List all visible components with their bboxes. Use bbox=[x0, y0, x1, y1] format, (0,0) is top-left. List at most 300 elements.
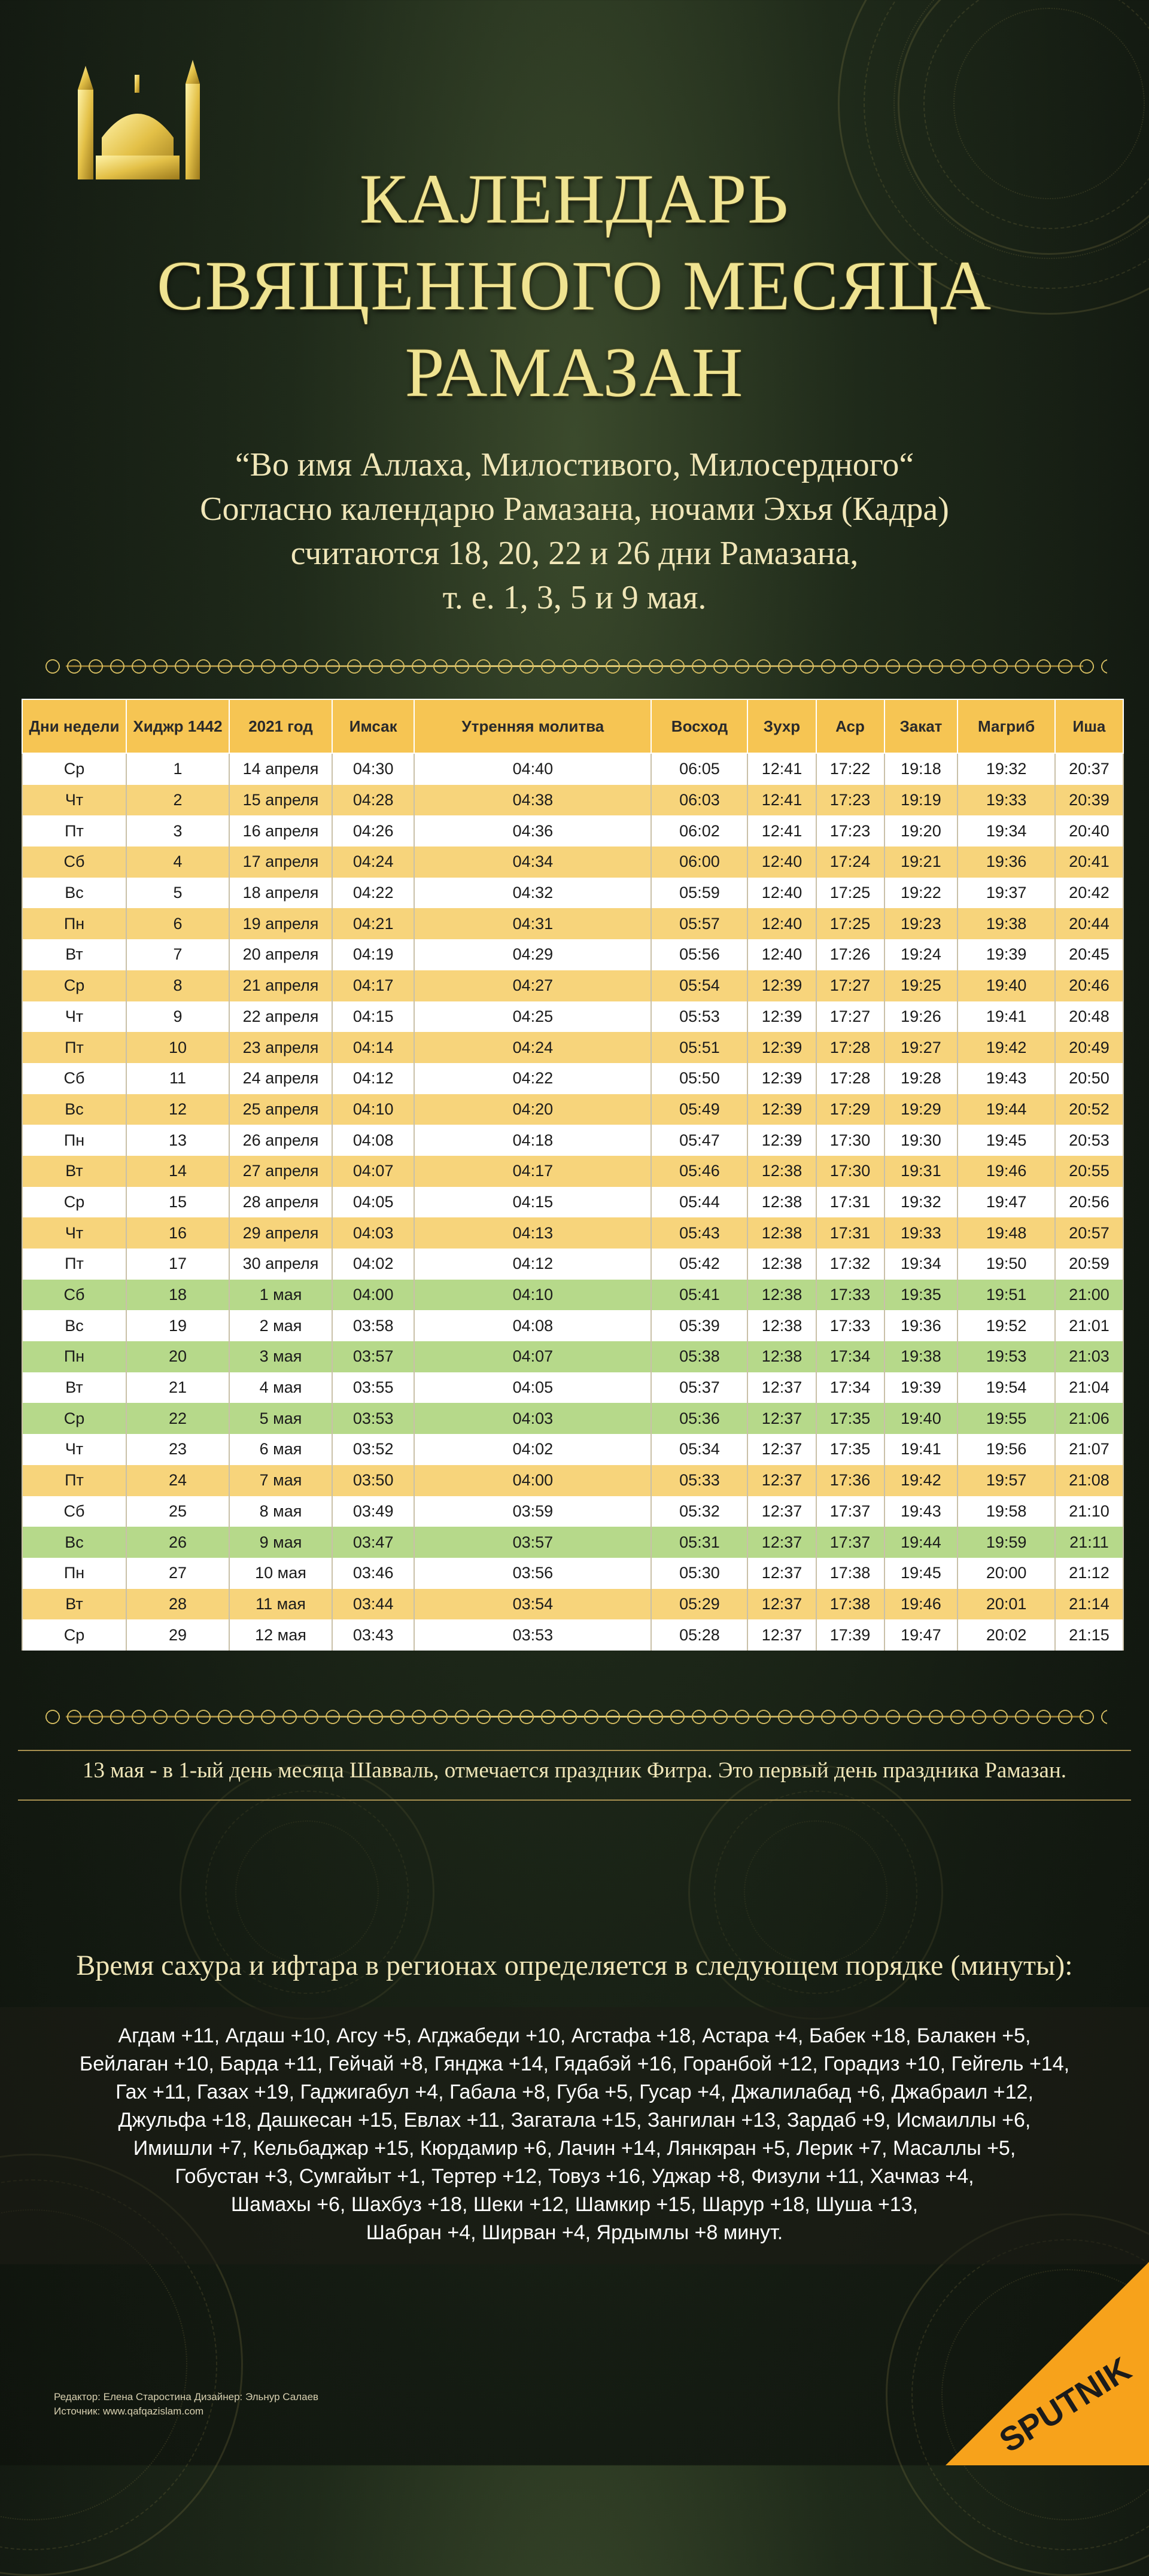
table-cell: 24 bbox=[126, 1465, 229, 1496]
table-cell: 20:44 bbox=[1055, 908, 1123, 939]
table-row bbox=[22, 785, 1123, 816]
table-cell: Вс bbox=[22, 878, 126, 909]
table-cell: 20:02 bbox=[957, 1619, 1055, 1651]
table-cell: Ср bbox=[22, 970, 126, 1001]
table-cell: Чт bbox=[22, 785, 126, 816]
intro-line: считаются 18, 20, 22 и 26 дни Рамазана, bbox=[290, 535, 859, 572]
table-row bbox=[22, 1217, 1123, 1249]
table-cell: 19:51 bbox=[957, 1280, 1055, 1311]
table-cell: 6 bbox=[126, 908, 229, 939]
table-cell: 05:50 bbox=[651, 1063, 747, 1094]
table-cell: Вт bbox=[22, 1156, 126, 1187]
table-cell: 19:52 bbox=[957, 1310, 1055, 1341]
table-cell: 19:41 bbox=[957, 1001, 1055, 1033]
table-cell: 19:41 bbox=[884, 1434, 958, 1465]
table-cell: 03:44 bbox=[332, 1589, 414, 1620]
table-cell: 21:04 bbox=[1055, 1372, 1123, 1403]
table-cell: 03:50 bbox=[332, 1465, 414, 1496]
table-row bbox=[22, 847, 1123, 878]
table-cell: 17:22 bbox=[816, 753, 884, 785]
table-cell: 20:39 bbox=[1055, 785, 1123, 816]
table-cell: 17:28 bbox=[816, 1032, 884, 1063]
table-cell: 16 апреля bbox=[229, 815, 332, 847]
table-cell: 17:27 bbox=[816, 1001, 884, 1033]
table-cell: 19:50 bbox=[957, 1249, 1055, 1280]
table-cell: 20:56 bbox=[1055, 1187, 1123, 1218]
table-cell: 17:39 bbox=[816, 1619, 884, 1651]
table-cell: 19:39 bbox=[884, 1372, 958, 1403]
table-cell: 17:36 bbox=[816, 1465, 884, 1496]
table-cell: 20:00 bbox=[957, 1558, 1055, 1589]
table-cell: 05:49 bbox=[651, 1094, 747, 1125]
table-cell: 26 апреля bbox=[229, 1125, 332, 1156]
table-cell: 04:22 bbox=[332, 878, 414, 909]
table-cell: 12:41 bbox=[747, 785, 816, 816]
table-cell: Вт bbox=[22, 939, 126, 970]
table-cell: 12:38 bbox=[747, 1341, 816, 1372]
table-cell: 23 апреля bbox=[229, 1032, 332, 1063]
table-cell: Ср bbox=[22, 1403, 126, 1434]
table-cell: 19:38 bbox=[884, 1341, 958, 1372]
table-cell: 26 bbox=[126, 1527, 229, 1558]
table-cell: 04:20 bbox=[414, 1094, 651, 1125]
table-row bbox=[22, 753, 1123, 785]
table-cell: 04:30 bbox=[332, 753, 414, 785]
regions-line: Имишли +7, Кельбаджар +15, Кюрдамир +6, Лачин +14, Лянкяран +5, Лерик +7, Масаллы +5, bbox=[133, 2137, 1016, 2160]
table-cell: 12:41 bbox=[747, 815, 816, 847]
regions-line: Агдам +11, Агдаш +10, Агсу +5, Агджабеди +10, Агстафа +18, Астара +4, Бабек +18, Балакен +5, bbox=[118, 2024, 1031, 2047]
table-cell: 05:46 bbox=[651, 1156, 747, 1187]
table-cell: 04:12 bbox=[332, 1063, 414, 1094]
table-cell: 19:27 bbox=[884, 1032, 958, 1063]
table-cell: 28 апреля bbox=[229, 1187, 332, 1218]
table-cell: 04:15 bbox=[414, 1187, 651, 1218]
table-cell: 12:41 bbox=[747, 753, 816, 785]
table-cell: Вт bbox=[22, 1372, 126, 1403]
table-cell: 06:05 bbox=[651, 753, 747, 785]
table-cell: Пт bbox=[22, 1249, 126, 1280]
regions-line: Джульфа +18, Дашкесан +15, Евлах +11, Загатала +15, Зангилан +13, Зардаб +9, Исмаиллы +6, bbox=[118, 2109, 1031, 2132]
table-cell: 19:22 bbox=[884, 878, 958, 909]
table-cell: 05:33 bbox=[651, 1465, 747, 1496]
table-cell: 06:03 bbox=[651, 785, 747, 816]
table-cell: 19:19 bbox=[884, 785, 958, 816]
table-cell: 19:54 bbox=[957, 1372, 1055, 1403]
table-cell: 21:03 bbox=[1055, 1341, 1123, 1372]
table-row bbox=[22, 1558, 1123, 1589]
table-cell: 19:32 bbox=[957, 753, 1055, 785]
table-cell: 19:26 bbox=[884, 1001, 958, 1033]
table-cell: Пт bbox=[22, 1032, 126, 1063]
table-row bbox=[22, 1156, 1123, 1187]
table-cell: 03:46 bbox=[332, 1558, 414, 1589]
table-cell: 05:53 bbox=[651, 1001, 747, 1033]
table-cell: Вт bbox=[22, 1589, 126, 1620]
table-cell: 19:40 bbox=[884, 1403, 958, 1434]
table-cell: 03:54 bbox=[414, 1589, 651, 1620]
table-cell: 04:13 bbox=[414, 1217, 651, 1249]
table-cell: 17:27 bbox=[816, 970, 884, 1001]
table-cell: 12 bbox=[126, 1094, 229, 1125]
table-cell: 17:28 bbox=[816, 1063, 884, 1094]
table-cell: 12:40 bbox=[747, 908, 816, 939]
table-cell: 19:34 bbox=[957, 815, 1055, 847]
col-header: Дни недели bbox=[22, 699, 126, 753]
table-row bbox=[22, 1341, 1123, 1372]
table-cell: 12:37 bbox=[747, 1434, 816, 1465]
table-cell: 03:57 bbox=[414, 1527, 651, 1558]
table-cell: 22 bbox=[126, 1403, 229, 1434]
table-row bbox=[22, 1434, 1123, 1465]
table-cell: 19:30 bbox=[884, 1125, 958, 1156]
table-cell: 21:07 bbox=[1055, 1434, 1123, 1465]
table-cell: 03:53 bbox=[414, 1619, 651, 1651]
table-cell: 04:17 bbox=[414, 1156, 651, 1187]
table-cell: 20 апреля bbox=[229, 939, 332, 970]
table-cell: 2 мая bbox=[229, 1310, 332, 1341]
table-row bbox=[22, 1187, 1123, 1218]
table-cell: Пн bbox=[22, 1125, 126, 1156]
table-row bbox=[22, 908, 1123, 939]
table-cell: Ср bbox=[22, 1619, 126, 1651]
table-cell: 12:39 bbox=[747, 1063, 816, 1094]
table-cell: 21:00 bbox=[1055, 1280, 1123, 1311]
page-title-line3: РАМАЗАН bbox=[405, 333, 744, 412]
intro-line: Согласно календарю Рамазана, ночами Эхья (Кадра) bbox=[200, 491, 949, 528]
table-cell: 1 bbox=[126, 753, 229, 785]
table-cell: 03:49 bbox=[332, 1496, 414, 1527]
table-cell: 04:40 bbox=[414, 753, 651, 785]
sputnik-logo-icon[interactable] bbox=[946, 2262, 1149, 2465]
table-cell: 04:22 bbox=[414, 1063, 651, 1094]
table-cell: 19:43 bbox=[957, 1063, 1055, 1094]
table-cell: 19:34 bbox=[884, 1249, 958, 1280]
table-cell: 04:03 bbox=[414, 1403, 651, 1434]
table-cell: 19:31 bbox=[884, 1156, 958, 1187]
col-header: Магриб bbox=[957, 699, 1055, 753]
table-cell: 04:32 bbox=[414, 878, 651, 909]
table-cell: 5 bbox=[126, 878, 229, 909]
col-header: Утренняя молитва bbox=[414, 699, 651, 753]
table-cell: 10 мая bbox=[229, 1558, 332, 1589]
page-title-line1: КАЛЕНДАРЬ bbox=[359, 160, 790, 238]
table-cell: 05:29 bbox=[651, 1589, 747, 1620]
regions-line: Бейлаган +10, Барда +11, Гейчай +8, Гянджа +14, Гядабэй +16, Горанбой +12, Горадиз +10, Гейгель +14, bbox=[79, 2053, 1070, 2075]
table-cell: 19:46 bbox=[884, 1589, 958, 1620]
table-cell: 15 bbox=[126, 1187, 229, 1218]
table-cell: 13 bbox=[126, 1125, 229, 1156]
table-cell: 3 bbox=[126, 815, 229, 847]
table-cell: 04:02 bbox=[332, 1249, 414, 1280]
table-cell: 04:31 bbox=[414, 908, 651, 939]
table-cell: 19:40 bbox=[957, 970, 1055, 1001]
sputnik-logo-text: SPUTNIK bbox=[992, 2349, 1138, 2460]
table-cell: 19:35 bbox=[884, 1280, 958, 1311]
col-header: 2021 год bbox=[229, 699, 332, 753]
table-cell: 05:28 bbox=[651, 1619, 747, 1651]
table-cell: 20:01 bbox=[957, 1589, 1055, 1620]
table-cell: Вс bbox=[22, 1094, 126, 1125]
table-cell: 12:38 bbox=[747, 1310, 816, 1341]
table-cell: 04:27 bbox=[414, 970, 651, 1001]
table-cell: 20:52 bbox=[1055, 1094, 1123, 1125]
table-cell: 12:37 bbox=[747, 1403, 816, 1434]
table-cell: 05:36 bbox=[651, 1403, 747, 1434]
table-cell: 9 bbox=[126, 1001, 229, 1033]
table-cell: 12:38 bbox=[747, 1280, 816, 1311]
table-cell: 03:57 bbox=[332, 1341, 414, 1372]
table-cell: 19:36 bbox=[957, 847, 1055, 878]
table-cell: 17:33 bbox=[816, 1280, 884, 1311]
table-cell: 04:28 bbox=[332, 785, 414, 816]
table-cell: 16 bbox=[126, 1217, 229, 1249]
table-cell: 04:08 bbox=[414, 1310, 651, 1341]
table-cell: 20:59 bbox=[1055, 1249, 1123, 1280]
col-header: Восход bbox=[651, 699, 747, 753]
table-cell: 17:23 bbox=[816, 815, 884, 847]
table-cell: 19:44 bbox=[884, 1527, 958, 1558]
table-cell: 20:37 bbox=[1055, 753, 1123, 785]
table-cell: 04:05 bbox=[332, 1187, 414, 1218]
table-cell: 29 bbox=[126, 1619, 229, 1651]
table-cell: 19:33 bbox=[884, 1217, 958, 1249]
table-cell: 8 мая bbox=[229, 1496, 332, 1527]
table-cell: Вс bbox=[22, 1310, 126, 1341]
table-cell: 19:20 bbox=[884, 815, 958, 847]
table-cell: 1 мая bbox=[229, 1280, 332, 1311]
table-cell: 19:53 bbox=[957, 1341, 1055, 1372]
table-cell: 27 апреля bbox=[229, 1156, 332, 1187]
table-cell: 25 апреля bbox=[229, 1094, 332, 1125]
table-row bbox=[22, 1032, 1123, 1063]
table-cell: 03:55 bbox=[332, 1372, 414, 1403]
table-cell: 04:17 bbox=[332, 970, 414, 1001]
table-cell: Пт bbox=[22, 815, 126, 847]
table-cell: 04:08 bbox=[332, 1125, 414, 1156]
table-cell: 03:58 bbox=[332, 1310, 414, 1341]
table-cell: Пн bbox=[22, 1341, 126, 1372]
intro-line: “Во имя Аллаха, Милостивого, Милосердного“ bbox=[235, 446, 914, 483]
table-cell: 04:10 bbox=[332, 1094, 414, 1125]
table-cell: 06:02 bbox=[651, 815, 747, 847]
table-cell: 5 мая bbox=[229, 1403, 332, 1434]
table-cell: 03:52 bbox=[332, 1434, 414, 1465]
table-cell: 28 bbox=[126, 1589, 229, 1620]
table-cell: 12:38 bbox=[747, 1217, 816, 1249]
table-row bbox=[22, 815, 1123, 847]
table-cell: Сб bbox=[22, 1280, 126, 1311]
table-cell: 04:12 bbox=[414, 1249, 651, 1280]
table-row bbox=[22, 1619, 1123, 1651]
table-cell: Чт bbox=[22, 1001, 126, 1033]
table-cell: 21:08 bbox=[1055, 1465, 1123, 1496]
table-cell: 20:40 bbox=[1055, 815, 1123, 847]
table-cell: 20:57 bbox=[1055, 1217, 1123, 1249]
table-cell: 17:38 bbox=[816, 1558, 884, 1589]
table-row bbox=[22, 1094, 1123, 1125]
table-cell: 04:24 bbox=[332, 847, 414, 878]
table-cell: 20:55 bbox=[1055, 1156, 1123, 1187]
divider bbox=[18, 1799, 1131, 1801]
regions-line: Гах +11, Газах +19, Гаджигабул +4, Габала +8, Губа +5, Гусар +4, Джалилабад +6, Джабраил +12, bbox=[115, 2081, 1034, 2103]
table-cell: Пн bbox=[22, 908, 126, 939]
top-ornament-border bbox=[18, 652, 1131, 681]
table-cell: 12:37 bbox=[747, 1527, 816, 1558]
table-cell: 19:24 bbox=[884, 939, 958, 970]
table-cell: 04:05 bbox=[414, 1372, 651, 1403]
table-cell: 4 мая bbox=[229, 1372, 332, 1403]
table-cell: 29 апреля bbox=[229, 1217, 332, 1249]
table-cell: 22 апреля bbox=[229, 1001, 332, 1033]
table-cell: 05:31 bbox=[651, 1527, 747, 1558]
table-cell: 05:44 bbox=[651, 1187, 747, 1218]
table-cell: 7 мая bbox=[229, 1465, 332, 1496]
table-cell: 12:37 bbox=[747, 1496, 816, 1527]
col-header: Иша bbox=[1055, 699, 1123, 753]
table-cell: 21:06 bbox=[1055, 1403, 1123, 1434]
table-cell: 04:00 bbox=[414, 1465, 651, 1496]
table-cell: Ср bbox=[22, 1187, 126, 1218]
divider bbox=[18, 1750, 1131, 1751]
table-cell: 20:50 bbox=[1055, 1063, 1123, 1094]
table-cell: 12:38 bbox=[747, 1249, 816, 1280]
table-cell: 12:39 bbox=[747, 1094, 816, 1125]
table-cell: 04:07 bbox=[414, 1341, 651, 1372]
table-cell: 6 мая bbox=[229, 1434, 332, 1465]
table-cell: 19:47 bbox=[884, 1619, 958, 1651]
table-cell: 21:12 bbox=[1055, 1558, 1123, 1589]
table-row bbox=[22, 1496, 1123, 1527]
table-cell: 21 апреля bbox=[229, 970, 332, 1001]
table-cell: 19:45 bbox=[957, 1125, 1055, 1156]
table-cell: 10 bbox=[126, 1032, 229, 1063]
table-row bbox=[22, 878, 1123, 909]
table-cell: 04:00 bbox=[332, 1280, 414, 1311]
table-cell: 24 апреля bbox=[229, 1063, 332, 1094]
table-cell: 25 bbox=[126, 1496, 229, 1527]
table-cell: 12:39 bbox=[747, 970, 816, 1001]
table-cell: 17:29 bbox=[816, 1094, 884, 1125]
table-cell: 19:44 bbox=[957, 1094, 1055, 1125]
table-cell: 17:23 bbox=[816, 785, 884, 816]
table-cell: 20:53 bbox=[1055, 1125, 1123, 1156]
table-cell: 03:47 bbox=[332, 1527, 414, 1558]
table-cell: 17:38 bbox=[816, 1589, 884, 1620]
table-cell: 14 апреля bbox=[229, 753, 332, 785]
table-cell: 04:14 bbox=[332, 1032, 414, 1063]
table-cell: 04:15 bbox=[332, 1001, 414, 1033]
regions-line: Гобустан +3, Сумгайыт +1, Тертер +12, Товуз +16, Уджар +8, Физули +11, Хачмаз +4, bbox=[175, 2165, 974, 2188]
table-cell: 21:01 bbox=[1055, 1310, 1123, 1341]
table-cell: 04:19 bbox=[332, 939, 414, 970]
bottom-ornament-border bbox=[18, 1703, 1131, 1731]
table-cell: 19:29 bbox=[884, 1094, 958, 1125]
table-cell: 19:47 bbox=[957, 1187, 1055, 1218]
table-cell: 19:45 bbox=[884, 1558, 958, 1589]
table-cell: Сб bbox=[22, 1496, 126, 1527]
table-cell: 05:38 bbox=[651, 1341, 747, 1372]
table-cell: 19:48 bbox=[957, 1217, 1055, 1249]
table-cell: 19:39 bbox=[957, 939, 1055, 970]
table-cell: 12 мая bbox=[229, 1619, 332, 1651]
table-cell: 7 bbox=[126, 939, 229, 970]
table-row bbox=[22, 1310, 1123, 1341]
table-cell: 20 bbox=[126, 1341, 229, 1372]
table-cell: 05:47 bbox=[651, 1125, 747, 1156]
table-cell: 9 мая bbox=[229, 1527, 332, 1558]
table-cell: 17:30 bbox=[816, 1156, 884, 1187]
table-cell: 03:59 bbox=[414, 1496, 651, 1527]
table-cell: 19:38 bbox=[957, 908, 1055, 939]
table-cell: 19:36 bbox=[884, 1310, 958, 1341]
table-cell: 17:31 bbox=[816, 1217, 884, 1249]
table-cell: 20:46 bbox=[1055, 970, 1123, 1001]
table-row bbox=[22, 970, 1123, 1001]
col-header: Зухр bbox=[747, 699, 816, 753]
table-cell: 2 bbox=[126, 785, 229, 816]
table-cell: 12:39 bbox=[747, 1125, 816, 1156]
table-cell: 21:15 bbox=[1055, 1619, 1123, 1651]
regions-title: Время сахура и ифтара в регионах определяется в следующем порядке (минуты): bbox=[76, 1950, 1073, 1981]
table-cell: 04:26 bbox=[332, 815, 414, 847]
table-row bbox=[22, 1280, 1123, 1311]
table-cell: 20:48 bbox=[1055, 1001, 1123, 1033]
table-cell: 19:57 bbox=[957, 1465, 1055, 1496]
regions-list bbox=[36, 2022, 1113, 2247]
table-cell: 17:37 bbox=[816, 1527, 884, 1558]
table-cell: 12:38 bbox=[747, 1187, 816, 1218]
table-cell: 04:29 bbox=[414, 939, 651, 970]
table-cell: 05:37 bbox=[651, 1372, 747, 1403]
table-cell: 03:56 bbox=[414, 1558, 651, 1589]
table-cell: 21 bbox=[126, 1372, 229, 1403]
table-cell: 19:32 bbox=[884, 1187, 958, 1218]
table-cell: 19:37 bbox=[957, 878, 1055, 909]
table-cell: 17:32 bbox=[816, 1249, 884, 1280]
table-cell: 12:37 bbox=[747, 1589, 816, 1620]
table-cell: Пт bbox=[22, 1465, 126, 1496]
table-cell: 19:55 bbox=[957, 1403, 1055, 1434]
table-cell: 06:00 bbox=[651, 847, 747, 878]
fitr-note: 13 мая - в 1-ый день месяца Шавваль, отмечается праздник Фитра. Это первый день праздника Рамазан. bbox=[82, 1758, 1066, 1783]
table-cell: 20:49 bbox=[1055, 1032, 1123, 1063]
table-cell: 19:42 bbox=[884, 1465, 958, 1496]
table-cell: 12:38 bbox=[747, 1156, 816, 1187]
table-row bbox=[22, 1403, 1123, 1434]
table-cell: 21:14 bbox=[1055, 1589, 1123, 1620]
table-cell: 17:25 bbox=[816, 878, 884, 909]
table-cell: 19:42 bbox=[957, 1032, 1055, 1063]
table-cell: 04:03 bbox=[332, 1217, 414, 1249]
regions-line: Шамахы +6, Шахбуз +18, Шеки +12, Шамкир +15, Шарур +18, Шуша +13, bbox=[230, 2193, 919, 2216]
table-cell: Чт bbox=[22, 1434, 126, 1465]
table-cell: 18 bbox=[126, 1280, 229, 1311]
table-cell: 04:21 bbox=[332, 908, 414, 939]
table-cell: 05:54 bbox=[651, 970, 747, 1001]
table-cell: 04:38 bbox=[414, 785, 651, 816]
table-cell: 19:21 bbox=[884, 847, 958, 878]
table-cell: 19:18 bbox=[884, 753, 958, 785]
credits bbox=[54, 2390, 318, 2419]
table-cell: 11 bbox=[126, 1063, 229, 1094]
table-cell: 12:40 bbox=[747, 939, 816, 970]
table-cell: 17 bbox=[126, 1249, 229, 1280]
table-cell: 4 bbox=[126, 847, 229, 878]
col-header: Закат bbox=[884, 699, 958, 753]
table-cell: 04:02 bbox=[414, 1434, 651, 1465]
credits-authors: Редактор: Елена Старостина Дизайнер: Эльнур Салаев bbox=[54, 2391, 319, 2403]
col-header: Имсак bbox=[332, 699, 414, 753]
